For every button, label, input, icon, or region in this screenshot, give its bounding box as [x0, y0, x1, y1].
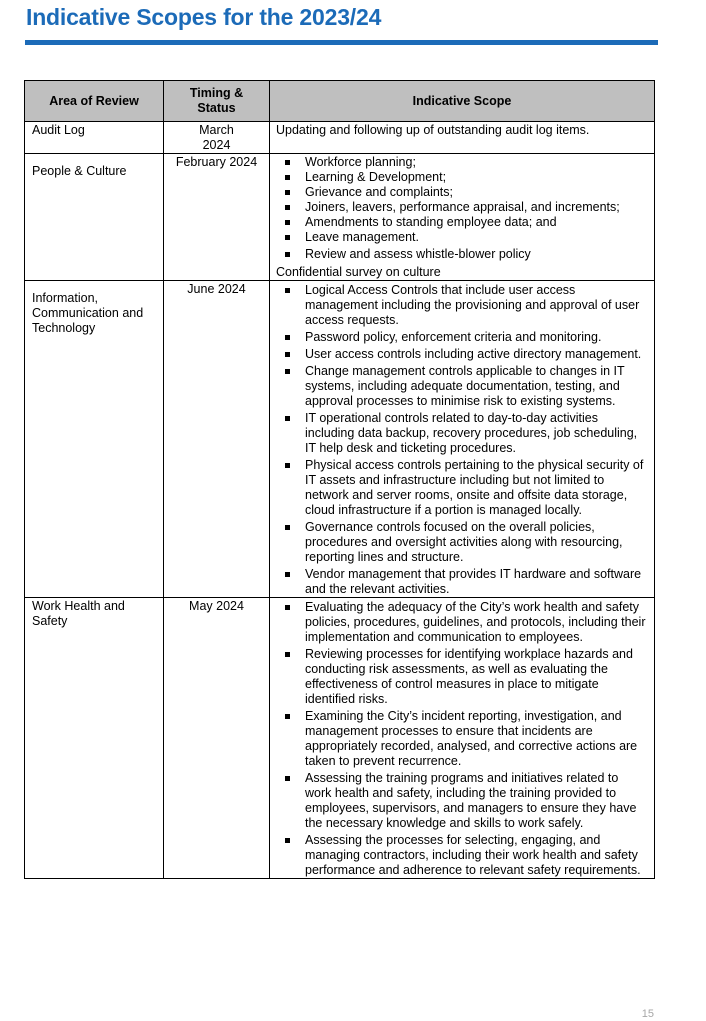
scope-note: Confidential survey on culture [276, 265, 441, 279]
page-number: 15 [641, 1008, 654, 1020]
list-item: Reviewing processes for identifying workplace hazards and conducting risk assessments, as well as evaluating the effectiveness of control measures in place to mitigate identified risks. [276, 647, 648, 707]
list-item: Joiners, leavers, performance appraisal, and increments; [276, 200, 648, 215]
list-item: Assessing the processes for selecting, engaging, and managing contractors, including their work health and safety performance and adherence to relevant safety requirements. [276, 833, 648, 878]
table-row [25, 122, 655, 154]
list-item: Learning & Development; [276, 170, 648, 185]
list-item: Amendments to standing employee data; and [276, 215, 648, 230]
title-divider [25, 40, 658, 45]
list-item: Vendor management that provides IT hardware and software and the relevant activities. [276, 567, 648, 597]
area-cell: Audit Log [25, 122, 164, 154]
scope-cell [270, 154, 655, 281]
list-item: Assessing the training programs and initiatives related to work health and safety, including the training provided to employees, supervisors, and managers to ensure they have the necessary knowledge and skills to work safely. [276, 771, 648, 831]
scope-cell [270, 598, 655, 879]
list-item: Examining the City’s incident reporting, investigation, and management processes to ensure that incidents are appropriately recorded, analysed, and corrective actions are taken to prevent recurrence. [276, 709, 648, 769]
table-header-row [25, 81, 655, 122]
list-item: Governance controls focused on the overall policies, procedures and oversight activities along with resourcing, reporting lines and structure. [276, 520, 648, 565]
list-item: Logical Access Controls that include user access management including the provisioning and approval of user access requests. [276, 283, 648, 328]
area-cell: Work Health and Safety [25, 598, 164, 879]
list-item: Physical access controls pertaining to the physical security of IT assets and infrastructure including but not limited to network and server rooms, onsite and offsite data storage, cloud infrastructure if a portion is managed locally. [276, 458, 648, 518]
list-item: Workforce planning; [276, 155, 648, 170]
header-indicative-scope: Indicative Scope [270, 81, 655, 122]
list-item: Password policy, enforcement criteria and monitoring. [276, 330, 648, 345]
area-cell [25, 154, 164, 281]
header-timing-status-label: Timing & Status [189, 86, 244, 115]
area-value: People & Culture [32, 164, 127, 178]
header-area-of-review: Area of Review [25, 81, 164, 122]
scope-cell [270, 281, 655, 598]
scope-bullet-list [276, 155, 648, 262]
list-item: Grievance and complaints; [276, 185, 648, 200]
list-item: Evaluating the adequacy of the City’s work health and safety policies, procedures, guidelines, and protocols, including their implementation and communication to employees. [276, 600, 648, 645]
timing-cell: February 2024 [164, 154, 270, 281]
table-row [25, 598, 655, 879]
timing-cell: June 2024 [164, 281, 270, 598]
page-title: Indicative Scopes for the 2023/24 [26, 4, 382, 30]
list-item: IT operational controls related to day-to-day activities including data backup, recovery procedures, job scheduling, IT help desk and ticketing procedures. [276, 411, 648, 456]
timing-value: March 2024 [199, 123, 234, 152]
scope-bullet-list [276, 600, 648, 878]
list-item: Review and assess whistle-blower policy [276, 247, 648, 262]
timing-cell: May 2024 [164, 598, 270, 879]
area-cell [25, 281, 164, 598]
scope-bullet-list [276, 283, 648, 597]
list-item: User access controls including active directory management. [276, 347, 648, 362]
scope-cell [270, 122, 655, 154]
scope-text: Updating and following up of outstanding audit log items. [276, 123, 590, 137]
header-timing-status [164, 81, 270, 122]
table-row [25, 281, 655, 598]
area-value: Information, Communication and Technology [32, 291, 144, 335]
timing-cell [164, 122, 270, 154]
table-row [25, 154, 655, 281]
indicative-scope-table [24, 80, 655, 879]
list-item: Change management controls applicable to changes in IT systems, including adequate documentation, testing, and approval processes to minimise risk to existing systems. [276, 364, 648, 409]
list-item: Leave management. [276, 230, 648, 245]
